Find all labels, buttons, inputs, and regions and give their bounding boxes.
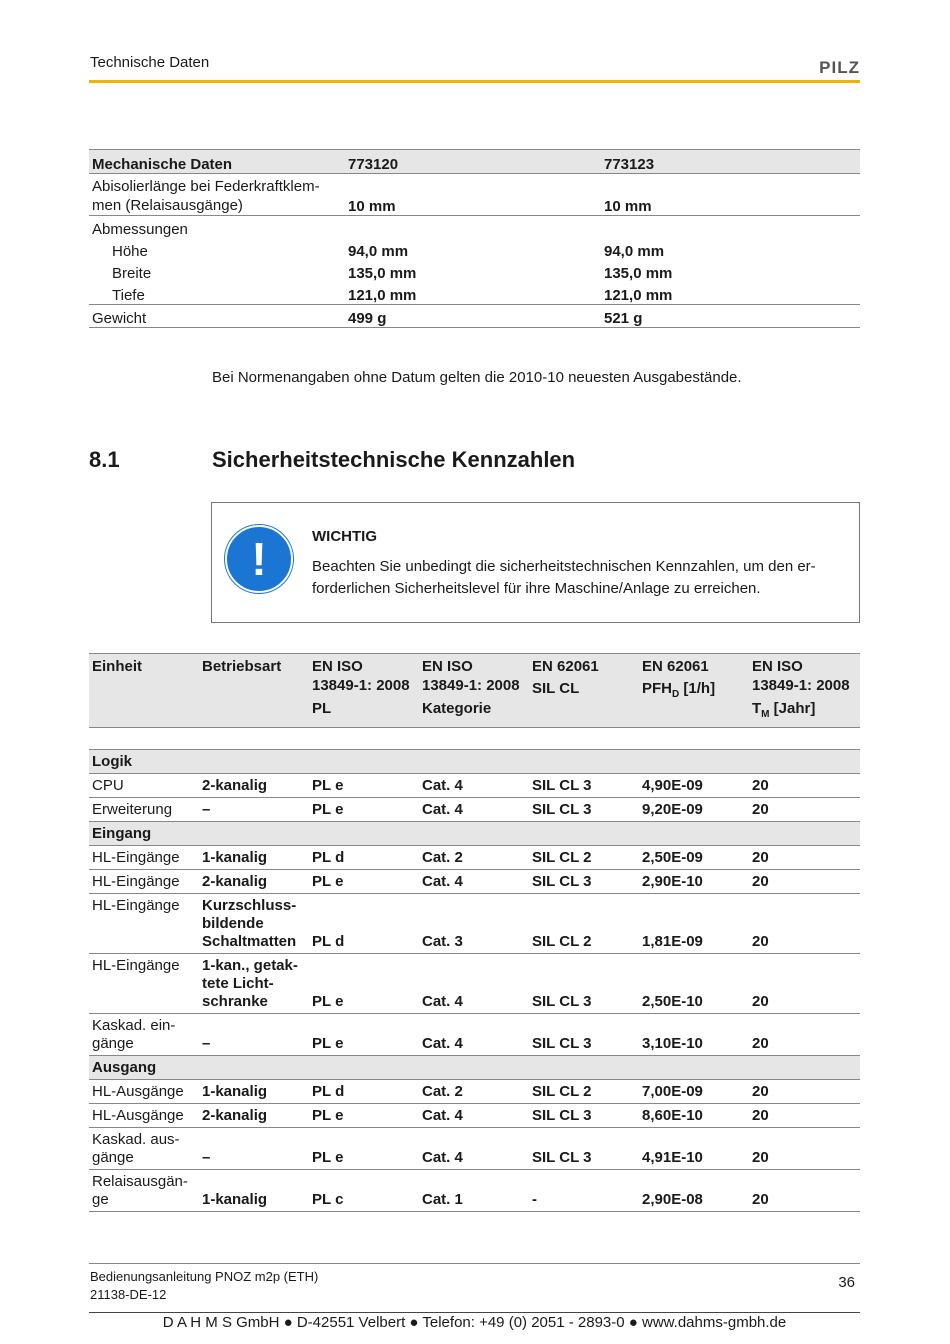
page-number: 36 bbox=[838, 1274, 855, 1291]
cell-betriebsart: – bbox=[199, 1128, 309, 1170]
cell-einheit: HL-Eingänge bbox=[89, 870, 199, 894]
cell-kategorie: Cat. 3 bbox=[419, 894, 529, 954]
cell-betriebsart bbox=[199, 894, 309, 954]
einheit-line2: ge bbox=[92, 1191, 109, 1208]
cell-tm: 20 bbox=[749, 846, 860, 870]
warning-box bbox=[211, 502, 860, 623]
cell-pl: PL d bbox=[309, 846, 419, 870]
cell-sil: SIL CL 3 bbox=[529, 1104, 639, 1128]
header-pfh-line1: EN 62061 bbox=[642, 658, 709, 675]
cell-tm: 20 bbox=[749, 1128, 860, 1170]
cell-tm: 20 bbox=[749, 894, 860, 954]
table-row bbox=[89, 1080, 860, 1104]
cell-einheit: Erweiterung bbox=[89, 798, 199, 822]
group-row-eingang bbox=[89, 822, 860, 846]
cell-pfh: 2,90E-08 bbox=[639, 1170, 749, 1212]
cell-kategorie: Cat. 4 bbox=[419, 1104, 529, 1128]
cell-pl: PL e bbox=[309, 1104, 419, 1128]
cell-kategorie: Cat. 2 bbox=[419, 1080, 529, 1104]
cell-kategorie: Cat. 4 bbox=[419, 954, 529, 1014]
header-title: Technische Daten bbox=[90, 54, 210, 71]
cell-kategorie: Cat. 4 bbox=[419, 870, 529, 894]
table-row bbox=[89, 1104, 860, 1128]
cell-kategorie: Cat. 4 bbox=[419, 774, 529, 798]
table-row bbox=[89, 1014, 860, 1056]
row-label bbox=[89, 174, 345, 216]
cell-tm: 20 bbox=[749, 1170, 860, 1212]
table-row bbox=[89, 894, 860, 954]
page-header bbox=[89, 54, 860, 84]
row-value: 121,0 mm bbox=[601, 282, 860, 305]
cell-sil: SIL CL 3 bbox=[529, 774, 639, 798]
table-row bbox=[89, 282, 860, 305]
cell-tm: 20 bbox=[749, 1014, 860, 1056]
cell-einheit: HL-Ausgänge bbox=[89, 1080, 199, 1104]
header-pl-line3: PL bbox=[312, 700, 332, 717]
row-value: 94,0 mm bbox=[604, 243, 665, 260]
header-pl-line2: 13849-1: 2008 bbox=[312, 677, 410, 694]
header-sil-line2: SIL CL bbox=[532, 680, 580, 697]
warning-text-line1: Beachten Sie unbedingt die sicherheitstechnischen Kennzahlen, um den er- bbox=[312, 558, 816, 575]
cell-einheit: HL-Eingänge bbox=[89, 846, 199, 870]
cell-pfh: 1,81E-09 bbox=[639, 894, 749, 954]
header-tm-unit: [Jahr] bbox=[769, 700, 816, 717]
cell-tm: 20 bbox=[749, 1080, 860, 1104]
cell-sil: SIL CL 2 bbox=[529, 846, 639, 870]
betriebsart-line2: tete Licht- bbox=[202, 975, 274, 992]
table-row bbox=[89, 798, 860, 822]
abisol-label-line1: Abisolierlänge bei Federkraftklem- bbox=[92, 178, 320, 195]
cell-pfh: 4,91E-10 bbox=[639, 1128, 749, 1170]
einheit-line1: Relaisausgän- bbox=[92, 1173, 188, 1190]
warning-text-line2: forderlichen Sicherheitslevel für ihre Maschine/Anlage zu erreichen. bbox=[312, 580, 761, 597]
mech-header-label: Mechanische Daten bbox=[89, 150, 345, 174]
cell-tm: 20 bbox=[749, 1104, 860, 1128]
table-row bbox=[89, 260, 860, 282]
cell-kategorie: Cat. 4 bbox=[419, 1014, 529, 1056]
row-value: 121,0 mm bbox=[345, 282, 601, 305]
cell-betriebsart: – bbox=[199, 1014, 309, 1056]
row-value: 499 g bbox=[345, 305, 601, 328]
cell-pl: PL e bbox=[309, 954, 419, 1014]
cell-pl: PL d bbox=[309, 894, 419, 954]
table-row bbox=[89, 305, 860, 328]
safety-figures-table bbox=[89, 653, 860, 1212]
header-tm bbox=[749, 654, 860, 728]
cell-sil: SIL CL 3 bbox=[529, 870, 639, 894]
abisol-label-line2: men (Relaisausgänge) bbox=[92, 197, 243, 214]
header-tm-line2: 13849-1: 2008 bbox=[752, 677, 850, 694]
betriebsart-line1: 1-kan., getak- bbox=[202, 957, 298, 974]
cell-pl: PL d bbox=[309, 1080, 419, 1104]
cell-tm: 20 bbox=[749, 798, 860, 822]
cell-pfh: 2,50E-10 bbox=[639, 954, 749, 1014]
row-value: 135,0 mm bbox=[348, 265, 417, 282]
section-title: Sicherheitstechnische Kennzahlen bbox=[212, 447, 576, 472]
footer-doc-number: 21138-DE-12 bbox=[90, 1287, 167, 1302]
einheit-line1: Kaskad. aus- bbox=[92, 1131, 180, 1148]
table-row bbox=[89, 870, 860, 894]
einheit-line2: gänge bbox=[92, 1149, 134, 1166]
header-tm-line1: EN ISO bbox=[752, 658, 803, 675]
header-pl bbox=[309, 654, 419, 728]
sich-header-row bbox=[89, 654, 860, 728]
footer-company: D A H M S GmbH ● D-42551 Velbert ● Telefon: +49 (0) 2051 - 2893-0 ● www.dahms-gmbh.de bbox=[162, 1314, 787, 1331]
header-kategorie bbox=[419, 654, 529, 728]
header-tm-line3 bbox=[752, 695, 857, 724]
table-row bbox=[89, 774, 860, 798]
cell-sil: SIL CL 3 bbox=[529, 798, 639, 822]
standards-note: Bei Normenangaben ohne Datum gelten die 2010-10 neuesten Ausgabestände. bbox=[212, 369, 742, 386]
cell-einheit: CPU bbox=[89, 774, 199, 798]
betriebsart-line1: Kurzschluss- bbox=[202, 897, 297, 914]
pilz-logo: PILZ bbox=[819, 58, 860, 77]
cell-betriebsart: – bbox=[199, 798, 309, 822]
cell-pfh: 2,50E-09 bbox=[639, 846, 749, 870]
mech-header-773120: 773120 bbox=[345, 150, 601, 174]
row-value: 521 g bbox=[601, 305, 860, 328]
cell-betriebsart: 1-kanalig bbox=[199, 846, 309, 870]
cell-einheit: HL-Ausgänge bbox=[89, 1104, 199, 1128]
row-label: Höhe bbox=[112, 243, 148, 260]
cell-kategorie: Cat. 4 bbox=[419, 1128, 529, 1170]
cell-pl: PL e bbox=[309, 870, 419, 894]
cell-tm: 20 bbox=[749, 870, 860, 894]
cell-sil: - bbox=[529, 1170, 639, 1212]
cell-sil: SIL CL 2 bbox=[529, 894, 639, 954]
warning-title: WICHTIG bbox=[312, 528, 377, 545]
row-label: Breite bbox=[112, 265, 152, 282]
cell-betriebsart: 2-kanalig bbox=[199, 870, 309, 894]
einheit-line1: Kaskad. ein- bbox=[92, 1017, 176, 1034]
einheit-line2: gänge bbox=[92, 1035, 134, 1052]
header-kat-line2: 13849-1: 2008 bbox=[422, 677, 520, 694]
cell-betriebsart: 2-kanalig bbox=[199, 774, 309, 798]
header-pfh bbox=[639, 654, 749, 728]
header-betriebsart: Betriebsart bbox=[199, 654, 309, 728]
cell-einheit bbox=[89, 1170, 199, 1212]
cell-pl: PL e bbox=[309, 774, 419, 798]
header-einheit: Einheit bbox=[89, 654, 199, 728]
cell-kategorie: Cat. 4 bbox=[419, 798, 529, 822]
row-value: 10 mm bbox=[345, 174, 601, 216]
table-row bbox=[89, 846, 860, 870]
row-label: Abmessungen bbox=[92, 221, 188, 238]
header-pfh-sub: D bbox=[672, 689, 680, 700]
footer-rule-bottom bbox=[89, 1312, 860, 1313]
header-sil-line1: EN 62061 bbox=[532, 658, 599, 675]
cell-einheit: HL-Eingänge bbox=[89, 894, 199, 954]
header-rule bbox=[89, 80, 860, 83]
table-row bbox=[89, 174, 860, 216]
header-pfh-line2 bbox=[642, 676, 746, 704]
group-row-logik bbox=[89, 750, 860, 774]
cell-pfh: 4,90E-09 bbox=[639, 774, 749, 798]
header-kat-line3: Kategorie bbox=[422, 700, 492, 717]
cell-pl: PL e bbox=[309, 1128, 419, 1170]
betriebsart-line3: Schaltmatten bbox=[202, 933, 297, 950]
cell-kategorie: Cat. 1 bbox=[419, 1170, 529, 1212]
row-value: 94,0 mm bbox=[348, 243, 409, 260]
cell-pfh: 7,00E-09 bbox=[639, 1080, 749, 1104]
section-number: 8.1 bbox=[89, 447, 120, 472]
cell-pfh: 2,90E-10 bbox=[639, 870, 749, 894]
cell-pfh: 8,60E-10 bbox=[639, 1104, 749, 1128]
table-row bbox=[89, 1128, 860, 1170]
header-pl-line1: EN ISO bbox=[312, 658, 363, 675]
footer-rule bbox=[89, 1263, 860, 1264]
warning-text bbox=[312, 556, 852, 600]
cell-sil: SIL CL 3 bbox=[529, 1014, 639, 1056]
cell-einheit bbox=[89, 1014, 199, 1056]
exclamation-icon: ! bbox=[225, 525, 293, 593]
cell-einheit: HL-Eingänge bbox=[89, 954, 199, 1014]
mech-header-773123: 773123 bbox=[601, 150, 860, 174]
row-label: Tiefe bbox=[89, 282, 345, 305]
table-row bbox=[89, 216, 860, 239]
cell-pl: PL c bbox=[309, 1170, 419, 1212]
betriebsart-line3: schranke bbox=[202, 993, 268, 1010]
table-row bbox=[89, 954, 860, 1014]
header-pfh-text: PFH bbox=[642, 680, 672, 697]
group-label: Ausgang bbox=[89, 1056, 860, 1080]
mechanical-data-table bbox=[89, 149, 860, 328]
group-row-ausgang bbox=[89, 1056, 860, 1080]
cell-kategorie: Cat. 2 bbox=[419, 846, 529, 870]
cell-sil: SIL CL 2 bbox=[529, 1080, 639, 1104]
cell-pl: PL e bbox=[309, 798, 419, 822]
cell-pfh: 9,20E-09 bbox=[639, 798, 749, 822]
cell-betriebsart bbox=[199, 954, 309, 1014]
table-row bbox=[89, 1170, 860, 1212]
row-label: Gewicht bbox=[89, 305, 345, 328]
footer-manual-title: Bedienungsanleitung PNOZ m2p (ETH) bbox=[90, 1269, 319, 1284]
row-value: 135,0 mm bbox=[604, 265, 673, 282]
header-tm-sub: M bbox=[761, 709, 770, 720]
cell-pl: PL e bbox=[309, 1014, 419, 1056]
cell-einheit bbox=[89, 1128, 199, 1170]
cell-betriebsart: 2-kanalig bbox=[199, 1104, 309, 1128]
cell-sil: SIL CL 3 bbox=[529, 954, 639, 1014]
betriebsart-line2: bildende bbox=[202, 915, 264, 932]
cell-tm: 20 bbox=[749, 774, 860, 798]
row-value: 10 mm bbox=[601, 174, 860, 216]
spacer-row bbox=[89, 728, 860, 750]
table-row bbox=[89, 238, 860, 260]
cell-betriebsart: 1-kanalig bbox=[199, 1170, 309, 1212]
group-label: Eingang bbox=[89, 822, 860, 846]
cell-pfh: 3,10E-10 bbox=[639, 1014, 749, 1056]
mech-header-row bbox=[89, 150, 860, 174]
header-tm-text: T bbox=[752, 700, 762, 717]
header-sil bbox=[529, 654, 639, 728]
header-kat-line1: EN ISO bbox=[422, 658, 473, 675]
group-label: Logik bbox=[89, 750, 860, 774]
header-pfh-unit: [1/h] bbox=[679, 680, 716, 697]
cell-tm: 20 bbox=[749, 954, 860, 1014]
cell-betriebsart: 1-kanalig bbox=[199, 1080, 309, 1104]
cell-sil: SIL CL 3 bbox=[529, 1128, 639, 1170]
